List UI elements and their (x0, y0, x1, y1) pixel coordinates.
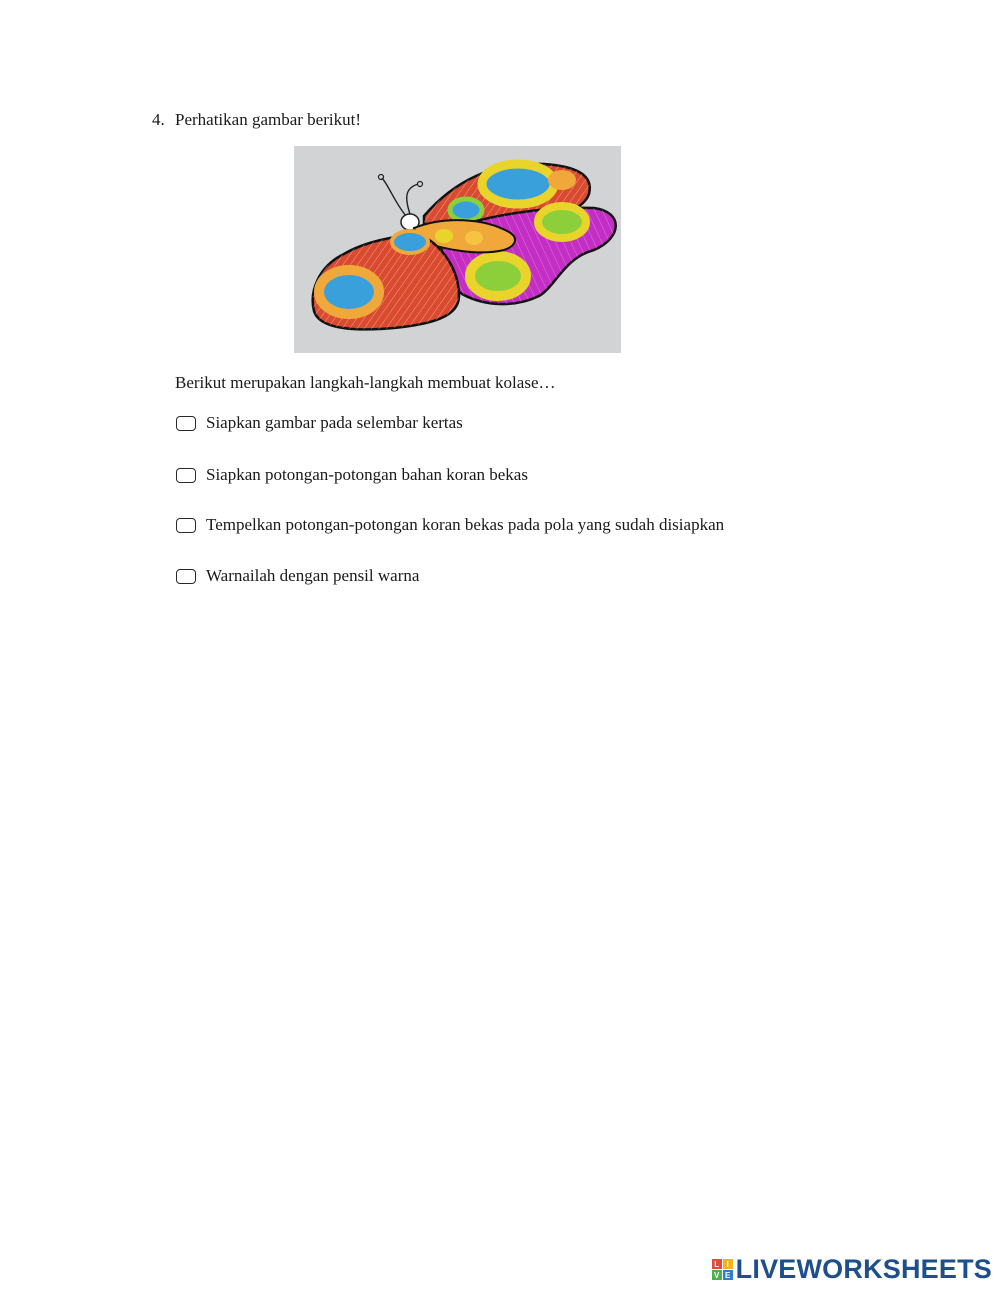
liveworksheets-logo (712, 1254, 992, 1285)
option-1[interactable] (176, 413, 463, 433)
logo-letter: L (712, 1259, 722, 1269)
logo-grid-icon (712, 1259, 733, 1280)
option-3[interactable] (176, 515, 724, 535)
butterfly-collage-image (294, 146, 621, 353)
option-checkbox[interactable] (176, 468, 196, 483)
question-number: 4. (152, 110, 165, 129)
option-2[interactable] (176, 465, 528, 485)
option-label: Siapkan gambar pada selembar kertas (206, 413, 463, 432)
option-checkbox[interactable] (176, 416, 196, 431)
logo-letter: E (723, 1270, 733, 1280)
option-checkbox[interactable] (176, 569, 196, 584)
logo-text: LIVEWORKSHEETS (735, 1254, 992, 1284)
option-4[interactable] (176, 566, 419, 586)
logo-letter: V (712, 1270, 722, 1280)
option-label: Warnailah dengan pensil warna (206, 566, 420, 585)
instruction-text: Berikut merupakan langkah-langkah membuat kolase… (175, 373, 556, 392)
logo-letter: I (723, 1259, 733, 1269)
option-label: Tempelkan potongan-potongan koran bekas pada pola yang sudah disiapkan (206, 515, 725, 534)
option-checkbox[interactable] (176, 518, 196, 533)
question-title: Perhatikan gambar berikut! (175, 110, 361, 129)
option-label: Siapkan potongan-potongan bahan koran bekas (206, 465, 528, 484)
